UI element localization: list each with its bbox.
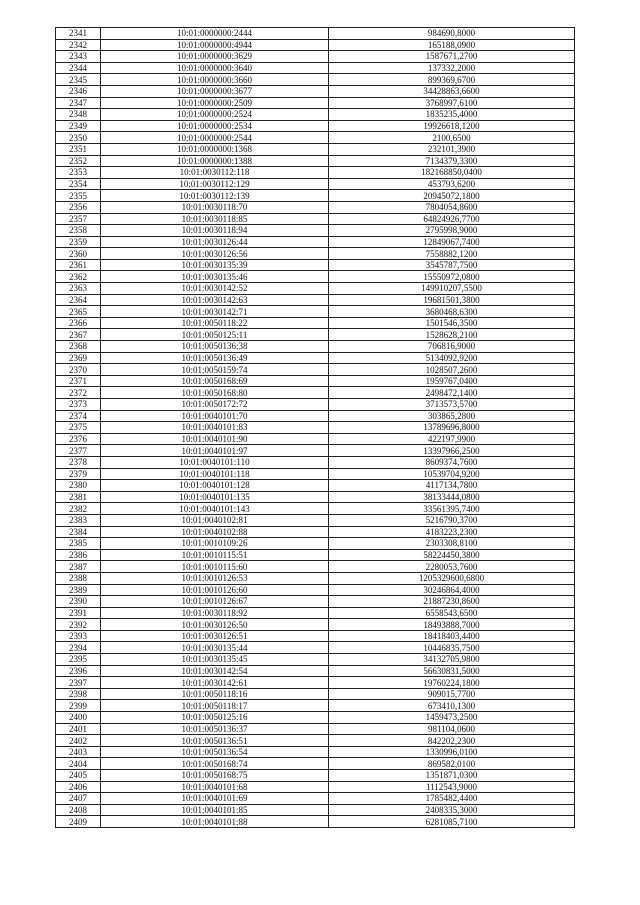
table-row	[56, 387, 575, 399]
row-number-cell: 2384	[56, 526, 101, 538]
cadastral-number-cell: 10:01:0030135:46	[101, 271, 329, 283]
table-row	[56, 51, 575, 63]
value-cell: 19681501,3800	[329, 294, 575, 306]
value-cell: 18493888,7000	[329, 619, 575, 631]
cadastral-number-cell: 10:01:0030126:51	[101, 630, 329, 642]
row-number-cell: 2391	[56, 607, 101, 619]
value-cell: 984690,8000	[329, 28, 575, 40]
cadastral-number-cell: 10:01:0000000:2509	[101, 97, 329, 109]
value-cell: 1330996,0100	[329, 746, 575, 758]
cadastral-number-cell: 10:01:0040102:88	[101, 526, 329, 538]
value-cell: 1112543,9000	[329, 781, 575, 793]
row-number-cell: 2354	[56, 178, 101, 190]
cadastral-number-cell: 10:01:0050159:74	[101, 364, 329, 376]
value-cell: 8609374,7600	[329, 456, 575, 468]
row-number-cell: 2360	[56, 248, 101, 260]
cadastral-number-cell: 10:01:0050136:38	[101, 341, 329, 353]
row-number-cell: 2374	[56, 410, 101, 422]
cadastral-number-cell: 10:01:0030112:129	[101, 178, 329, 190]
table-row	[56, 746, 575, 758]
row-number-cell: 2409	[56, 816, 101, 828]
table-row	[56, 213, 575, 225]
row-number-cell: 2357	[56, 213, 101, 225]
table-row	[56, 422, 575, 434]
row-number-cell: 2355	[56, 190, 101, 202]
table-row	[56, 677, 575, 689]
cadastral-number-cell: 10:01:0040101:69	[101, 793, 329, 805]
row-number-cell: 2388	[56, 572, 101, 584]
value-cell: 422197,9900	[329, 433, 575, 445]
row-number-cell: 2342	[56, 39, 101, 51]
table-row	[56, 665, 575, 677]
row-number-cell: 2401	[56, 723, 101, 735]
row-number-cell: 2364	[56, 294, 101, 306]
table-row	[56, 630, 575, 642]
cadastral-value-table	[55, 27, 575, 828]
table-row	[56, 793, 575, 805]
cadastral-number-cell: 10:01:0030135:45	[101, 654, 329, 666]
value-cell: 3768997,6100	[329, 97, 575, 109]
row-number-cell: 2350	[56, 132, 101, 144]
row-number-cell: 2348	[56, 109, 101, 121]
row-number-cell: 2368	[56, 341, 101, 353]
value-cell: 1501546,3500	[329, 317, 575, 329]
value-cell: 5134092,9200	[329, 352, 575, 364]
value-cell: 7558882,1200	[329, 248, 575, 260]
cadastral-number-cell: 10:01:0040101:88	[101, 816, 329, 828]
row-number-cell: 2396	[56, 665, 101, 677]
cadastral-number-cell: 10:01:0030126:44	[101, 236, 329, 248]
table-row	[56, 735, 575, 747]
value-cell: 2280053,7600	[329, 561, 575, 573]
cadastral-number-cell: 10:01:0000000:2444	[101, 28, 329, 40]
value-cell: 1587671,2700	[329, 51, 575, 63]
cadastral-number-cell: 10:01:0040101:118	[101, 468, 329, 480]
row-number-cell: 2400	[56, 712, 101, 724]
table-row	[56, 399, 575, 411]
cadastral-number-cell: 10:01:0010126:60	[101, 584, 329, 596]
cadastral-number-cell: 10:01:0050168:69	[101, 375, 329, 387]
row-number-cell: 2408	[56, 804, 101, 816]
table-row	[56, 700, 575, 712]
table-row	[56, 572, 575, 584]
value-cell: 2408335,3000	[329, 804, 575, 816]
row-number-cell: 2386	[56, 549, 101, 561]
row-number-cell: 2371	[56, 375, 101, 387]
table-row	[56, 306, 575, 318]
cadastral-number-cell: 10:01:0010115:51	[101, 549, 329, 561]
value-cell: 20945072,1800	[329, 190, 575, 202]
cadastral-number-cell: 10:01:0050168:75	[101, 770, 329, 782]
table-row	[56, 62, 575, 74]
table-row	[56, 85, 575, 97]
row-number-cell: 2379	[56, 468, 101, 480]
cadastral-number-cell: 10:01:0000000:3677	[101, 85, 329, 97]
cadastral-number-cell: 10:01:0050172:72	[101, 399, 329, 411]
value-cell: 3545787,7500	[329, 259, 575, 271]
value-cell: 6558543,6500	[329, 607, 575, 619]
value-cell: 19926618,1200	[329, 120, 575, 132]
cadastral-number-cell: 10:01:0050168:80	[101, 387, 329, 399]
cadastral-number-cell: 10:01:0030118:85	[101, 213, 329, 225]
value-cell: 2100,6500	[329, 132, 575, 144]
table-row	[56, 596, 575, 608]
row-number-cell: 2399	[56, 700, 101, 712]
row-number-cell: 2346	[56, 85, 101, 97]
row-number-cell: 2376	[56, 433, 101, 445]
value-cell: 58224450,3800	[329, 549, 575, 561]
table-row	[56, 804, 575, 816]
cadastral-number-cell: 10:01:0030118:70	[101, 201, 329, 213]
row-number-cell: 2402	[56, 735, 101, 747]
value-cell: 3680468,6300	[329, 306, 575, 318]
cadastral-number-cell: 10:01:0040102:81	[101, 514, 329, 526]
value-cell: 1459473,2500	[329, 712, 575, 724]
value-cell: 165188,0900	[329, 39, 575, 51]
row-number-cell: 2341	[56, 28, 101, 40]
table-row	[56, 236, 575, 248]
value-cell: 2498472,1400	[329, 387, 575, 399]
table-row	[56, 201, 575, 213]
cadastral-number-cell: 10:01:0040101:90	[101, 433, 329, 445]
cadastral-number-cell: 10:01:0010126:53	[101, 572, 329, 584]
cadastral-number-cell: 10:01:0050136:51	[101, 735, 329, 747]
value-cell: 3713573,5700	[329, 399, 575, 411]
table-row	[56, 491, 575, 503]
value-cell: 64824926,7700	[329, 213, 575, 225]
row-number-cell: 2389	[56, 584, 101, 596]
table-row	[56, 456, 575, 468]
value-cell: 1959767,0400	[329, 375, 575, 387]
value-cell: 981104,0600	[329, 723, 575, 735]
value-cell: 1205329600,6800	[329, 572, 575, 584]
value-cell: 21887230,8600	[329, 596, 575, 608]
row-number-cell: 2406	[56, 781, 101, 793]
value-cell: 4117134,7800	[329, 480, 575, 492]
table-row	[56, 549, 575, 561]
cadastral-number-cell: 10:01:0050118:17	[101, 700, 329, 712]
cadastral-number-cell: 10:01:0040101:128	[101, 480, 329, 492]
value-cell: 1028507,2600	[329, 364, 575, 376]
cadastral-number-cell: 10:01:0040101:85	[101, 804, 329, 816]
table-row	[56, 178, 575, 190]
table-row	[56, 317, 575, 329]
value-cell: 30246864,4000	[329, 584, 575, 596]
value-cell: 899369,6700	[329, 74, 575, 86]
table-row	[56, 607, 575, 619]
row-number-cell: 2345	[56, 74, 101, 86]
table-row	[56, 561, 575, 573]
value-cell: 19760224,1800	[329, 677, 575, 689]
row-number-cell: 2382	[56, 503, 101, 515]
row-number-cell: 2363	[56, 283, 101, 295]
cadastral-number-cell: 10:01:0030142:54	[101, 665, 329, 677]
value-cell: 13789696,8000	[329, 422, 575, 434]
table-row	[56, 538, 575, 550]
table-row	[56, 109, 575, 121]
value-cell: 232101,3900	[329, 143, 575, 155]
table-row	[56, 132, 575, 144]
value-cell: 13397966,2500	[329, 445, 575, 457]
table-row	[56, 143, 575, 155]
cadastral-number-cell: 10:01:0040101:97	[101, 445, 329, 457]
table-row	[56, 514, 575, 526]
table-row	[56, 39, 575, 51]
value-cell: 673410,1300	[329, 700, 575, 712]
cadastral-number-cell: 10:01:0000000:4944	[101, 39, 329, 51]
row-number-cell: 2390	[56, 596, 101, 608]
cadastral-number-cell: 10:01:0050125:16	[101, 712, 329, 724]
row-number-cell: 2362	[56, 271, 101, 283]
row-number-cell: 2361	[56, 259, 101, 271]
row-number-cell: 2380	[56, 480, 101, 492]
row-number-cell: 2398	[56, 688, 101, 700]
cadastral-number-cell: 10:01:0040101:83	[101, 422, 329, 434]
row-number-cell: 2369	[56, 352, 101, 364]
cadastral-number-cell: 10:01:0040101:135	[101, 491, 329, 503]
cadastral-number-cell: 10:01:0000000:2544	[101, 132, 329, 144]
cadastral-number-cell: 10:01:0010115:60	[101, 561, 329, 573]
cadastral-number-cell: 10:01:0040101:68	[101, 781, 329, 793]
value-cell: 453793,6200	[329, 178, 575, 190]
table-row	[56, 712, 575, 724]
table-row	[56, 758, 575, 770]
table-row	[56, 120, 575, 132]
cadastral-number-cell: 10:01:0030112:118	[101, 167, 329, 179]
value-cell: 18418403,4400	[329, 630, 575, 642]
cadastral-number-cell: 10:01:0050136:49	[101, 352, 329, 364]
table-row	[56, 248, 575, 260]
table-row	[56, 97, 575, 109]
table-row	[56, 271, 575, 283]
table-row	[56, 74, 575, 86]
value-cell: 1528628,2100	[329, 329, 575, 341]
value-cell: 15550972,0800	[329, 271, 575, 283]
row-number-cell: 2381	[56, 491, 101, 503]
value-cell: 38133444,0800	[329, 491, 575, 503]
value-cell: 34132705,9800	[329, 654, 575, 666]
table-row	[56, 654, 575, 666]
row-number-cell: 2373	[56, 399, 101, 411]
cadastral-number-cell: 10:01:0000000:2524	[101, 109, 329, 121]
table-row	[56, 155, 575, 167]
row-number-cell: 2353	[56, 167, 101, 179]
row-number-cell: 2383	[56, 514, 101, 526]
value-cell: 2795998,9000	[329, 225, 575, 237]
table-row	[56, 329, 575, 341]
table-row	[56, 503, 575, 515]
table-row	[56, 781, 575, 793]
value-cell: 2303308,8100	[329, 538, 575, 550]
row-number-cell: 2351	[56, 143, 101, 155]
row-number-cell: 2366	[56, 317, 101, 329]
cadastral-number-cell: 10:01:0000000:1368	[101, 143, 329, 155]
row-number-cell: 2358	[56, 225, 101, 237]
table-row	[56, 167, 575, 179]
value-cell: 4183223,2300	[329, 526, 575, 538]
value-cell: 33561395,7400	[329, 503, 575, 515]
table-row	[56, 259, 575, 271]
cadastral-number-cell: 10:01:0030126:50	[101, 619, 329, 631]
value-cell: 1785482,4400	[329, 793, 575, 805]
table-row	[56, 642, 575, 654]
table-row	[56, 28, 575, 40]
table-row	[56, 283, 575, 295]
table-row	[56, 190, 575, 202]
cadastral-number-cell: 10:01:0050136:37	[101, 723, 329, 735]
table-row	[56, 480, 575, 492]
cadastral-number-cell: 10:01:0050125:11	[101, 329, 329, 341]
table-row	[56, 770, 575, 782]
cadastral-number-cell: 10:01:0030142:63	[101, 294, 329, 306]
table-row	[56, 341, 575, 353]
cadastral-number-cell: 10:01:0040101:143	[101, 503, 329, 515]
table-row	[56, 526, 575, 538]
value-cell: 56630831,5000	[329, 665, 575, 677]
row-number-cell: 2344	[56, 62, 101, 74]
value-cell: 5216790,3700	[329, 514, 575, 526]
table-row	[56, 688, 575, 700]
row-number-cell: 2372	[56, 387, 101, 399]
cadastral-number-cell: 10:01:0030118:92	[101, 607, 329, 619]
row-number-cell: 2404	[56, 758, 101, 770]
table-body	[56, 28, 575, 828]
row-number-cell: 2407	[56, 793, 101, 805]
cadastral-number-cell: 10:01:0010109:26	[101, 538, 329, 550]
value-cell: 1351871,0300	[329, 770, 575, 782]
cadastral-number-cell: 10:01:0000000:3640	[101, 62, 329, 74]
row-number-cell: 2349	[56, 120, 101, 132]
row-number-cell: 2385	[56, 538, 101, 550]
cadastral-number-cell: 10:01:0040101:110	[101, 456, 329, 468]
cadastral-number-cell: 10:01:0050136:54	[101, 746, 329, 758]
cadastral-number-cell: 10:01:0050118:22	[101, 317, 329, 329]
value-cell: 6281085,7100	[329, 816, 575, 828]
value-cell: 12849067,7400	[329, 236, 575, 248]
row-number-cell: 2365	[56, 306, 101, 318]
row-number-cell: 2352	[56, 155, 101, 167]
cadastral-number-cell: 10:01:0000000:3629	[101, 51, 329, 63]
table-row	[56, 468, 575, 480]
value-cell: 7804054,8600	[329, 201, 575, 213]
row-number-cell: 2387	[56, 561, 101, 573]
row-number-cell: 2393	[56, 630, 101, 642]
row-number-cell: 2392	[56, 619, 101, 631]
row-number-cell: 2367	[56, 329, 101, 341]
row-number-cell: 2397	[56, 677, 101, 689]
cadastral-number-cell: 10:01:0030112:139	[101, 190, 329, 202]
row-number-cell: 2394	[56, 642, 101, 654]
value-cell: 10539704,9200	[329, 468, 575, 480]
cadastral-number-cell: 10:01:0000000:2534	[101, 120, 329, 132]
row-number-cell: 2370	[56, 364, 101, 376]
table-row	[56, 375, 575, 387]
cadastral-number-cell: 10:01:0030135:39	[101, 259, 329, 271]
table-row	[56, 584, 575, 596]
table-row	[56, 225, 575, 237]
cadastral-number-cell: 10:01:0030142:61	[101, 677, 329, 689]
value-cell: 706816,9000	[329, 341, 575, 353]
cadastral-number-cell: 10:01:0030142:52	[101, 283, 329, 295]
table-row	[56, 352, 575, 364]
value-cell: 10446835,7500	[329, 642, 575, 654]
cadastral-number-cell: 10:01:0050118:16	[101, 688, 329, 700]
table-row	[56, 410, 575, 422]
cadastral-number-cell: 10:01:0000000:1388	[101, 155, 329, 167]
row-number-cell: 2395	[56, 654, 101, 666]
cadastral-number-cell: 10:01:0050168:74	[101, 758, 329, 770]
table-row	[56, 723, 575, 735]
row-number-cell: 2403	[56, 746, 101, 758]
table-row	[56, 364, 575, 376]
row-number-cell: 2359	[56, 236, 101, 248]
cadastral-number-cell: 10:01:0030118:94	[101, 225, 329, 237]
value-cell: 842202,2300	[329, 735, 575, 747]
row-number-cell: 2356	[56, 201, 101, 213]
value-cell: 34428863,6600	[329, 85, 575, 97]
row-number-cell: 2377	[56, 445, 101, 457]
row-number-cell: 2375	[56, 422, 101, 434]
row-number-cell: 2378	[56, 456, 101, 468]
table-row	[56, 816, 575, 828]
cadastral-number-cell: 10:01:0040101:70	[101, 410, 329, 422]
row-number-cell: 2405	[56, 770, 101, 782]
cadastral-number-cell: 10:01:0010126:67	[101, 596, 329, 608]
row-number-cell: 2343	[56, 51, 101, 63]
value-cell: 7134379,3300	[329, 155, 575, 167]
cadastral-number-cell: 10:01:0030126:56	[101, 248, 329, 260]
value-cell: 137332,2000	[329, 62, 575, 74]
table-row	[56, 445, 575, 457]
value-cell: 909015,7700	[329, 688, 575, 700]
table-row	[56, 433, 575, 445]
value-cell: 182168850,0400	[329, 167, 575, 179]
table-row	[56, 294, 575, 306]
cadastral-number-cell: 10:01:0000000:3660	[101, 74, 329, 86]
cadastral-number-cell: 10:01:0030135:44	[101, 642, 329, 654]
cadastral-number-cell: 10:01:0030142:71	[101, 306, 329, 318]
value-cell: 869582,0100	[329, 758, 575, 770]
table-row	[56, 619, 575, 631]
value-cell: 149910207,5500	[329, 283, 575, 295]
value-cell: 1835235,4000	[329, 109, 575, 121]
value-cell: 303865,2800	[329, 410, 575, 422]
row-number-cell: 2347	[56, 97, 101, 109]
